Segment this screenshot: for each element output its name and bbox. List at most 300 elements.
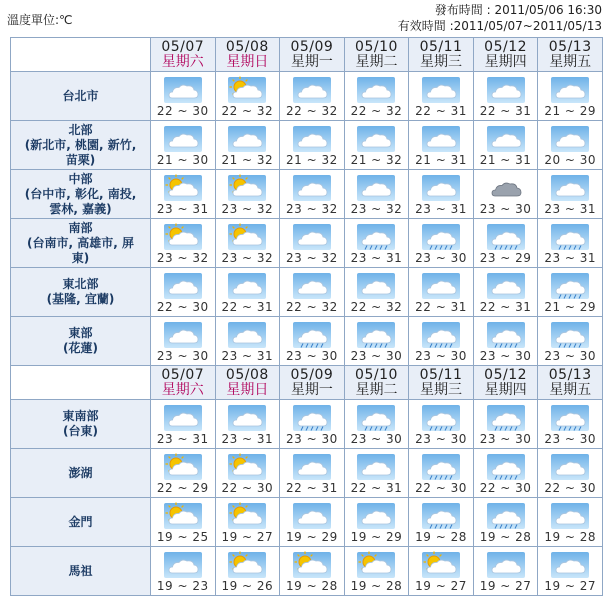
sun-cloud-icon (227, 502, 267, 530)
cloud-rain-icon (356, 223, 396, 251)
region-name-line: 東部 (68, 326, 93, 340)
publish-time: 發布時間 : 2011/05/06 16:30 (434, 3, 602, 17)
date-header-cell (344, 38, 409, 72)
region-name-line: 馬祖 (68, 563, 93, 578)
temperature-range: 19 ~ 28 (544, 530, 597, 544)
region-name-line: (基隆, 宜蘭) (46, 292, 115, 306)
forecast-cell (280, 317, 345, 366)
cloud-icon (421, 174, 461, 202)
temperature-range: 23 ~ 31 (156, 432, 209, 446)
date-header-cell (409, 38, 474, 72)
region-name (11, 498, 151, 547)
date-label: 05/10 (355, 366, 398, 383)
temperature-range: 23 ~ 30 (479, 432, 532, 446)
region-name-line: (台南市, 高雄市, 屏 (27, 235, 134, 250)
sun-cloud-icon (292, 551, 332, 579)
date-label: 05/08 (225, 38, 269, 55)
forecast-cell (409, 317, 474, 366)
date-label: 05/09 (290, 38, 334, 55)
weekday-label: 星期日 (226, 381, 269, 398)
forecast-cell (344, 449, 409, 498)
region-name (11, 449, 151, 498)
temperature-range: 19 ~ 29 (350, 530, 403, 544)
region-row (11, 547, 603, 596)
sun-cloud-icon (227, 223, 267, 251)
forecast-cell (215, 547, 280, 596)
cloud-icon (163, 125, 203, 153)
region-row (11, 170, 603, 219)
date-label: 05/13 (548, 366, 592, 383)
cloud-icon (292, 174, 332, 202)
weekday-label: 星期六 (161, 53, 204, 70)
temperature-range: 23 ~ 32 (221, 202, 274, 216)
cloud-rain-icon (356, 404, 396, 432)
temperature-range: 22 ~ 31 (479, 300, 532, 314)
forecast-cell (409, 268, 474, 317)
temperature-range: 22 ~ 31 (479, 104, 532, 118)
temperature-range: 23 ~ 30 (286, 432, 338, 446)
forecast-cell (151, 400, 216, 449)
region-name-line: 東) (71, 250, 90, 265)
date-label: 05/12 (484, 366, 528, 383)
temperature-range: 23 ~ 32 (286, 251, 338, 265)
temperature-range: 21 ~ 32 (350, 153, 403, 167)
region-name (11, 72, 151, 121)
forecast-cell (473, 547, 538, 596)
region-row (11, 400, 603, 449)
region-name-line: 東南部 (62, 409, 99, 423)
temperature-range: 23 ~ 30 (350, 349, 403, 363)
cloud-icon (356, 502, 396, 530)
temperature-range: 23 ~ 30 (350, 432, 403, 446)
temperature-range: 23 ~ 30 (544, 349, 597, 363)
forecast-cell (215, 219, 280, 268)
temperature-range: 23 ~ 32 (286, 202, 338, 216)
forecast-cell (409, 400, 474, 449)
date-header-cell (215, 366, 280, 400)
cloud-icon (292, 453, 332, 481)
temperature-range: 23 ~ 30 (286, 349, 338, 363)
sun-cloud-icon (163, 174, 203, 202)
temperature-range: 23 ~ 31 (221, 432, 274, 446)
cloud-icon (163, 76, 203, 104)
temperature-range: 22 ~ 31 (415, 104, 467, 118)
region-name-line: 澎湖 (68, 465, 93, 480)
region-name (11, 547, 151, 596)
forecast-cell (151, 547, 216, 596)
cloud-icon (550, 502, 590, 530)
temperature-range: 22 ~ 30 (156, 104, 209, 118)
temperature-range: 23 ~ 31 (350, 251, 403, 265)
temperature-range: 22 ~ 30 (415, 481, 467, 495)
cloud-rain-icon (421, 404, 461, 432)
region-name (11, 317, 151, 366)
temperature-range: 22 ~ 31 (350, 481, 403, 495)
temperature-range: 23 ~ 32 (350, 202, 403, 216)
forecast-cell (151, 121, 216, 170)
cloud-icon (227, 321, 267, 349)
weekday-label: 星期二 (355, 381, 398, 398)
region-name-line: 北部 (68, 122, 93, 137)
temperature-range: 21 ~ 29 (544, 104, 597, 118)
date-header-cell (473, 366, 538, 400)
temperature-range: 23 ~ 31 (221, 349, 274, 363)
forecast-cell (538, 498, 603, 547)
forecast-cell (344, 547, 409, 596)
region-row (11, 72, 603, 121)
date-header-cell (473, 38, 538, 72)
cloud-icon (421, 76, 461, 104)
temperature-range: 19 ~ 23 (156, 579, 209, 593)
date-header-row (11, 38, 603, 72)
cloud-icon (550, 125, 590, 153)
temperature-range: 22 ~ 32 (286, 300, 338, 314)
cloud-icon (550, 453, 590, 481)
cloud-icon (292, 272, 332, 300)
temperature-range: 23 ~ 31 (415, 202, 467, 216)
forecast-cell (409, 121, 474, 170)
forecast-cell (215, 268, 280, 317)
cloud-icon (356, 453, 396, 481)
forecast-cell (151, 219, 216, 268)
cloud-rain-icon (486, 404, 526, 432)
temperature-range: 22 ~ 32 (350, 104, 403, 118)
region-name (11, 121, 151, 170)
forecast-cell (151, 498, 216, 547)
forecast-cell (473, 121, 538, 170)
forecast-cell (151, 449, 216, 498)
weekday-label: 星期六 (161, 381, 204, 398)
date-header-cell (151, 38, 216, 72)
forecast-cell (280, 449, 345, 498)
temperature-range: 23 ~ 30 (479, 349, 532, 363)
sun-cloud-icon (227, 453, 267, 481)
cloud-rain-icon (356, 321, 396, 349)
cloud-icon (227, 125, 267, 153)
temperature-range: 22 ~ 30 (544, 481, 597, 495)
cloud-icon (421, 125, 461, 153)
region-row (11, 219, 603, 268)
forecast-table (10, 37, 603, 596)
cloud-icon (486, 125, 526, 153)
forecast-cell (473, 400, 538, 449)
temperature-range: 22 ~ 31 (415, 300, 467, 314)
forecast-cell (538, 219, 603, 268)
forecast-cell (151, 72, 216, 121)
header-corner (11, 366, 151, 400)
temperature-range: 19 ~ 27 (479, 579, 532, 593)
temperature-unit-label: 溫度單位:℃ (7, 13, 73, 27)
weekday-label: 星期三 (420, 53, 463, 70)
cloud-rain-icon (486, 453, 526, 481)
cloud-rain-icon (421, 502, 461, 530)
temperature-range: 22 ~ 31 (286, 481, 338, 495)
weekday-label: 星期三 (420, 381, 463, 398)
cloud-rain-icon (550, 272, 590, 300)
forecast-cell (280, 219, 345, 268)
cloud-icon (550, 551, 590, 579)
region-name-line: 東北部 (62, 277, 99, 291)
weekday-label: 星期四 (484, 53, 527, 70)
cloud-rain-icon (421, 321, 461, 349)
cloud-icon (486, 76, 526, 104)
forecast-cell (538, 400, 603, 449)
forecast-cell (280, 547, 345, 596)
valid-time: 有效時間 :2011/05/07~2011/05/13 (397, 19, 602, 33)
cloud-rain-icon (421, 453, 461, 481)
forecast-cell (344, 121, 409, 170)
date-header-cell (280, 38, 345, 72)
sun-cloud-icon (163, 502, 203, 530)
forecast-cell (409, 219, 474, 268)
cloud-rain-icon (486, 502, 526, 530)
forecast-cell (344, 317, 409, 366)
cloud-rain-icon (486, 321, 526, 349)
forecast-cell (280, 400, 345, 449)
date-label: 05/13 (548, 38, 592, 55)
region-name-line: (台東) (63, 424, 98, 438)
temperature-range: 23 ~ 30 (479, 202, 532, 216)
forecast-cell (215, 317, 280, 366)
forecast-cell (473, 219, 538, 268)
cloud-icon (486, 272, 526, 300)
region-name-line: 雲林, 嘉義) (49, 201, 112, 216)
cloud-rain-icon (292, 321, 332, 349)
cloud-rain-icon (550, 404, 590, 432)
temperature-range: 19 ~ 28 (415, 530, 467, 544)
forecast-cell (344, 498, 409, 547)
region-row (11, 268, 603, 317)
temperature-range: 21 ~ 31 (415, 153, 467, 167)
cloud-icon (356, 272, 396, 300)
temperature-range: 23 ~ 31 (156, 202, 209, 216)
cloud-icon (227, 404, 267, 432)
cloud-icon (356, 125, 396, 153)
forecast-cell (538, 547, 603, 596)
date-header-cell (538, 38, 603, 72)
weekday-label: 星期一 (290, 53, 333, 70)
cloud-icon (550, 174, 590, 202)
temperature-range: 22 ~ 32 (350, 300, 403, 314)
region-name-line: 南部 (68, 220, 93, 235)
temperature-range: 22 ~ 29 (156, 481, 209, 495)
region-row (11, 121, 603, 170)
region-name-line: (新北市, 桃園, 新竹, (24, 137, 137, 152)
forecast-cell (215, 72, 280, 121)
temperature-range: 19 ~ 29 (286, 530, 338, 544)
sun-cloud-icon (356, 551, 396, 579)
forecast-cell (473, 449, 538, 498)
forecast-cell (151, 170, 216, 219)
temperature-range: 21 ~ 30 (156, 153, 209, 167)
region-name-line: 中部 (68, 171, 93, 186)
temperature-range: 23 ~ 32 (221, 251, 274, 265)
forecast-cell (538, 449, 603, 498)
forecast-cell (280, 72, 345, 121)
temperature-range: 22 ~ 32 (286, 104, 338, 118)
forecast-cell (151, 268, 216, 317)
forecast-cell (538, 317, 603, 366)
region-name-line: 台北市 (62, 88, 99, 103)
temperature-range: 23 ~ 30 (415, 251, 467, 265)
temperature-range: 19 ~ 28 (286, 579, 338, 593)
publish-info (398, 2, 602, 34)
forecast-cell (344, 72, 409, 121)
temperature-range: 19 ~ 25 (156, 530, 209, 544)
sun-cloud-icon (163, 223, 203, 251)
forecast-cell (215, 449, 280, 498)
forecast-cell (280, 121, 345, 170)
date-label: 05/08 (225, 366, 269, 383)
temperature-range: 23 ~ 30 (415, 432, 467, 446)
region-row (11, 498, 603, 547)
forecast-cell (538, 268, 603, 317)
cloud-icon (356, 76, 396, 104)
date-header-row (11, 366, 603, 400)
region-row (11, 449, 603, 498)
cloud-icon (486, 551, 526, 579)
sun-cloud-icon (163, 453, 203, 481)
cloud-icon (163, 404, 203, 432)
region-name (11, 268, 151, 317)
forecast-cell (409, 449, 474, 498)
weekday-label: 星期日 (226, 53, 269, 70)
date-label: 05/11 (419, 366, 463, 383)
temperature-range: 23 ~ 31 (544, 202, 597, 216)
date-header-cell (280, 366, 345, 400)
grey-cloud-icon (486, 174, 526, 202)
temperature-range: 22 ~ 30 (479, 481, 532, 495)
region-row (11, 317, 603, 366)
forecast-cell (344, 400, 409, 449)
temperature-range: 20 ~ 30 (544, 153, 597, 167)
region-name-line: 苗栗) (65, 152, 96, 167)
forecast-cell (280, 498, 345, 547)
date-label: 05/12 (484, 38, 528, 55)
date-header-cell (409, 366, 474, 400)
temperature-range: 23 ~ 31 (544, 251, 597, 265)
forecast-cell (473, 170, 538, 219)
forecast-cell (409, 170, 474, 219)
cloud-icon (163, 272, 203, 300)
forecast-cell (473, 268, 538, 317)
forecast-cell (215, 400, 280, 449)
temperature-range: 19 ~ 26 (221, 579, 274, 593)
weekday-label: 星期五 (549, 53, 592, 70)
temperature-range: 21 ~ 32 (221, 153, 274, 167)
sun-cloud-icon (227, 174, 267, 202)
region-name-line: (台中市, 彰化, 南投, (24, 186, 137, 201)
cloud-icon (227, 272, 267, 300)
cloud-rain-icon (292, 404, 332, 432)
region-name (11, 170, 151, 219)
forecast-cell (409, 72, 474, 121)
weekday-label: 星期五 (549, 381, 592, 398)
forecast-cell (151, 317, 216, 366)
date-header-cell (151, 366, 216, 400)
date-header-cell (538, 366, 603, 400)
cloud-icon (292, 76, 332, 104)
temperature-range: 22 ~ 31 (221, 300, 274, 314)
region-name-line: (花蓮) (63, 341, 98, 355)
cloud-icon (163, 551, 203, 579)
temperature-range: 21 ~ 29 (544, 300, 597, 314)
forecast-cell (538, 72, 603, 121)
forecast-cell (473, 72, 538, 121)
region-name-line: 金門 (68, 514, 93, 529)
forecast-cell (344, 219, 409, 268)
temperature-range: 21 ~ 32 (286, 153, 338, 167)
cloud-icon (292, 502, 332, 530)
temperature-range: 22 ~ 30 (221, 481, 274, 495)
region-name (11, 400, 151, 449)
date-header-cell (215, 38, 280, 72)
temperature-range: 22 ~ 30 (156, 300, 209, 314)
forecast-cell (215, 170, 280, 219)
temperature-range: 21 ~ 31 (479, 153, 532, 167)
forecast-cell (473, 498, 538, 547)
temperature-range: 23 ~ 32 (156, 251, 209, 265)
date-label: 05/09 (290, 366, 334, 383)
cloud-rain-icon (421, 223, 461, 251)
forecast-cell (344, 268, 409, 317)
cloud-icon (550, 76, 590, 104)
forecast-cell (473, 317, 538, 366)
forecast-cell (409, 498, 474, 547)
date-label: 05/11 (419, 38, 463, 55)
temperature-range: 19 ~ 27 (544, 579, 597, 593)
temperature-range: 22 ~ 32 (221, 104, 274, 118)
forecast-cell (280, 170, 345, 219)
forecast-cell (215, 121, 280, 170)
date-label: 05/07 (161, 366, 205, 383)
forecast-cell (344, 170, 409, 219)
date-header-cell (344, 366, 409, 400)
temperature-range: 19 ~ 28 (350, 579, 403, 593)
temperature-range: 19 ~ 27 (415, 579, 467, 593)
forecast-cell (280, 268, 345, 317)
temperature-range: 23 ~ 30 (544, 432, 597, 446)
date-label: 05/10 (355, 38, 398, 55)
sun-cloud-icon (227, 551, 267, 579)
sun-cloud-icon (227, 76, 267, 104)
forecast-cell (409, 547, 474, 596)
forecast-cell (215, 498, 280, 547)
forecast-cell (538, 121, 603, 170)
weekday-label: 星期一 (290, 381, 333, 398)
cloud-rain-icon (550, 223, 590, 251)
cloud-rain-icon (550, 321, 590, 349)
cloud-icon (421, 272, 461, 300)
region-name (11, 219, 151, 268)
cloud-rain-icon (486, 223, 526, 251)
temperature-range: 19 ~ 27 (221, 530, 274, 544)
header-corner (11, 38, 151, 72)
temperature-range: 23 ~ 30 (156, 349, 209, 363)
forecast-cell (538, 170, 603, 219)
sun-cloud-icon (421, 551, 461, 579)
temperature-range: 23 ~ 29 (479, 251, 532, 265)
weekday-label: 星期四 (484, 381, 527, 398)
temperature-range: 19 ~ 28 (479, 530, 532, 544)
cloud-icon (292, 223, 332, 251)
temperature-range: 23 ~ 30 (415, 349, 467, 363)
cloud-icon (163, 321, 203, 349)
cloud-icon (292, 125, 332, 153)
weekday-label: 星期二 (355, 53, 398, 70)
cloud-icon (356, 174, 396, 202)
date-label: 05/07 (161, 38, 205, 55)
